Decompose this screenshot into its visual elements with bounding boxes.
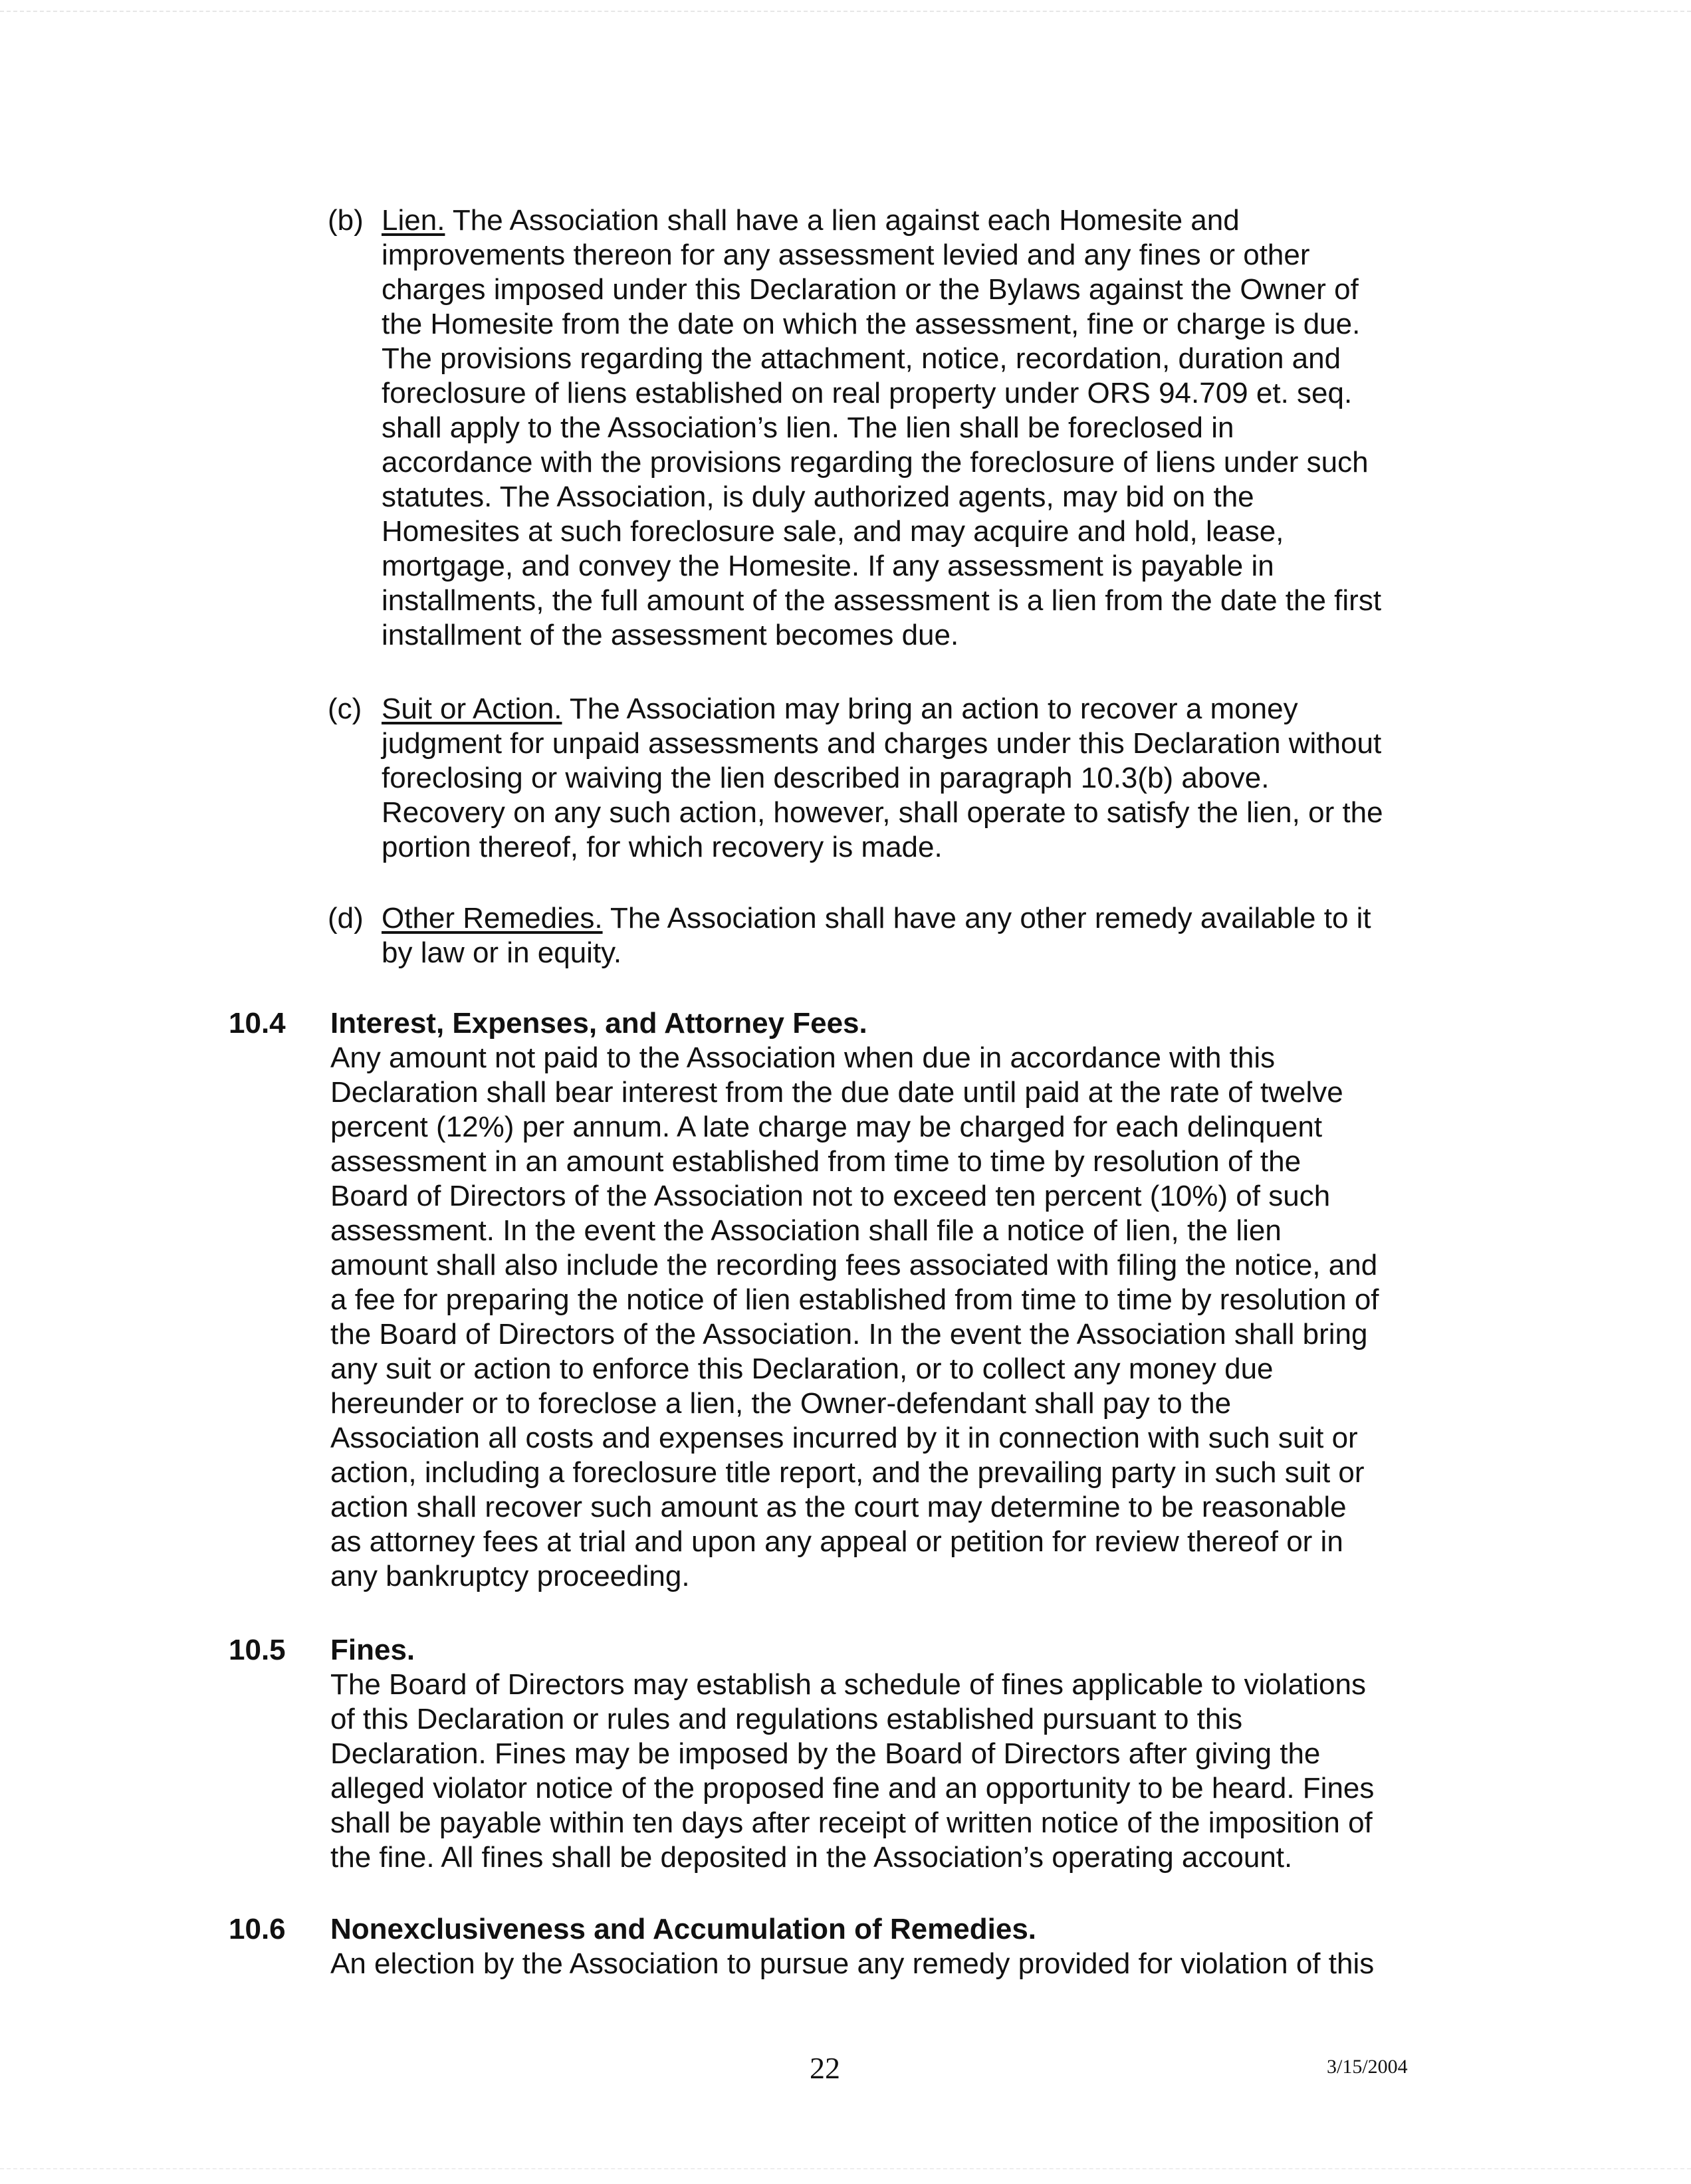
text-line: action, including a foreclosure title report, and the prevailing party in such suit or bbox=[330, 1456, 1365, 1489]
text-line: The Association shall have any other remedy available to it bbox=[602, 902, 1371, 934]
text-line: The Association shall have a lien against each Homesite and bbox=[445, 204, 1240, 237]
text-line: hereunder or to foreclose a lien, the Owner-defendant shall pay to the bbox=[330, 1387, 1232, 1420]
section-heading: Nonexclusiveness and Accumulation of Remedies. bbox=[330, 1913, 1037, 1945]
text-line: The Association may bring an action to recover a money bbox=[562, 693, 1298, 725]
text-line: accordance with the provisions regarding the foreclosure of liens under such bbox=[382, 446, 1369, 479]
subsection-body bbox=[382, 692, 1383, 865]
text-line: as attorney fees at trial and upon any appeal or petition for review thereof or in bbox=[330, 1525, 1343, 1558]
text-line: portion thereof, for which recovery is made. bbox=[382, 831, 943, 863]
text-line: alleged violator notice of the proposed fine and an opportunity to be heard. Fines bbox=[330, 1772, 1375, 1804]
text-line: of this Declaration or rules and regulations established pursuant to this bbox=[330, 1703, 1243, 1735]
text-line: charges imposed under this Declaration or the Bylaws against the Owner of bbox=[382, 273, 1359, 306]
text-line: improvements thereon for any assessment levied and any fines or other bbox=[382, 239, 1310, 271]
text-line: amount shall also include the recording fees associated with filing the notice, and bbox=[330, 1249, 1378, 1281]
section-body bbox=[330, 1668, 1374, 1875]
text-line: An election by the Association to pursue any remedy provided for violation of this bbox=[330, 1947, 1375, 1980]
subsection-body bbox=[382, 203, 1381, 653]
text-line: Declaration shall bear interest from the due date until paid at the rate of twelve bbox=[330, 1076, 1343, 1109]
text-line: The provisions regarding the attachment, notice, recordation, duration and bbox=[382, 342, 1341, 375]
subsection-caption: Other Remedies. bbox=[382, 902, 603, 934]
footer-date: 3/15/2004 bbox=[1327, 2056, 1408, 2078]
text-line: shall be payable within ten days after receipt of written notice of the imposition of bbox=[330, 1806, 1373, 1839]
text-line: statutes. The Association, is duly authorized agents, may bid on the bbox=[382, 481, 1254, 513]
text-line: by law or in equity. bbox=[382, 936, 622, 969]
text-line: foreclosing or waiving the lien described in paragraph 10.3(b) above. bbox=[382, 762, 1270, 794]
subsection-caption: Lien. bbox=[382, 204, 445, 237]
text-line: Homesites at such foreclosure sale, and may acquire and hold, lease, bbox=[382, 515, 1284, 548]
text-line: any suit or action to enforce this Declaration, or to collect any money due bbox=[330, 1353, 1274, 1385]
section-heading: Fines. bbox=[330, 1634, 415, 1666]
text-line: assessment in an amount established from time to time by resolution of the bbox=[330, 1145, 1301, 1178]
text-line: Recovery on any such action, however, shall operate to satisfy the lien, or the bbox=[382, 796, 1383, 829]
text-line: installments, the full amount of the assessment is a lien from the date the first bbox=[382, 584, 1382, 617]
text-line: Declaration. Fines may be imposed by the Board of Directors after giving the bbox=[330, 1737, 1321, 1770]
text-line: Association all costs and expenses incurred by it in connection with such suit or bbox=[330, 1422, 1358, 1454]
section-number: 10.5 bbox=[229, 1634, 286, 1666]
text-line: any bankruptcy proceeding. bbox=[330, 1560, 690, 1592]
section-number: 10.6 bbox=[229, 1913, 286, 1945]
text-line: installment of the assessment becomes due. bbox=[382, 619, 959, 651]
text-line: shall apply to the Association’s lien. The lien shall be foreclosed in bbox=[382, 411, 1234, 444]
subsection-body bbox=[382, 901, 1371, 970]
section-number: 10.4 bbox=[229, 1007, 286, 1039]
section-body bbox=[330, 1947, 1374, 1981]
text-line: a fee for preparing the notice of lien established from time to time by resolution of bbox=[330, 1283, 1379, 1316]
text-line: the Homesite from the date on which the assessment, fine or charge is due. bbox=[382, 308, 1361, 340]
page-number: 22 bbox=[810, 2051, 840, 2085]
scan-edge-top bbox=[0, 11, 1691, 14]
subsection-marker: (d) bbox=[328, 902, 364, 934]
text-line: the Board of Directors of the Association. In the event the Association shall bring bbox=[330, 1318, 1368, 1351]
section-body bbox=[330, 1041, 1379, 1594]
text-line: the fine. All fines shall be deposited in the Association’s operating account. bbox=[330, 1841, 1293, 1874]
subsection-marker: (c) bbox=[328, 693, 362, 725]
subsection-caption: Suit or Action. bbox=[382, 693, 562, 725]
text-line: foreclosure of liens established on real property under ORS 94.709 et. seq. bbox=[382, 377, 1353, 409]
text-line: action shall recover such amount as the court may determine to be reasonable bbox=[330, 1491, 1347, 1523]
text-line: Board of Directors of the Association not to exceed ten percent (10%) of such bbox=[330, 1180, 1331, 1212]
subsection-marker: (b) bbox=[328, 204, 364, 237]
text-line: assessment. In the event the Association shall file a notice of lien, the lien bbox=[330, 1214, 1282, 1247]
text-line: judgment for unpaid assessments and charges under this Declaration without bbox=[382, 727, 1382, 760]
text-line: The Board of Directors may establish a schedule of fines applicable to violations bbox=[330, 1668, 1366, 1701]
section-heading: Interest, Expenses, and Attorney Fees. bbox=[330, 1007, 867, 1039]
text-line: Any amount not paid to the Association when due in accordance with this bbox=[330, 1041, 1276, 1074]
text-line: mortgage, and convey the Homesite. If any assessment is payable in bbox=[382, 550, 1274, 582]
text-line: percent (12%) per annum. A late charge may be charged for each delinquent bbox=[330, 1111, 1323, 1143]
scan-edge-bottom bbox=[0, 2168, 1691, 2171]
